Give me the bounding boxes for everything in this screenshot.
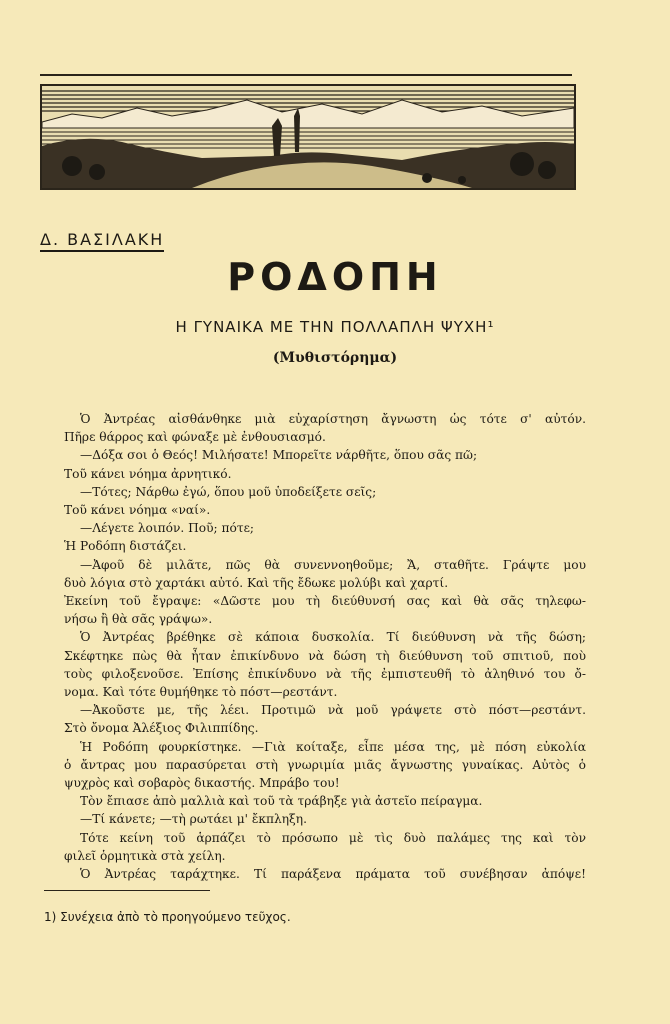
text-line: —Λέγετε λοιπόν. Ποῦ; πότε; bbox=[80, 521, 255, 536]
text-line: νομα. Καὶ τότε θυμήθηκε τὸ πόστ—ρεστάντ. bbox=[64, 685, 338, 700]
text-line: Τότε κείνη τοῦ ἁρπάζει τὸ πρόσωπο μὲ τὶς δυὸ παλάμες της καὶ τὸν bbox=[80, 830, 586, 845]
author-name: Δ. ΒΑΣΙΛΑΚΗ bbox=[40, 230, 164, 252]
footnote-divider bbox=[44, 890, 210, 891]
text-line: Στὸ ὄνομα Ἀλέξιος Φιλιππίδης. bbox=[64, 721, 259, 736]
text-line: —Τότες; Νάρθω ἐγώ, ὅπου μοῦ ὑποδείξετε σεῖς; bbox=[80, 484, 377, 499]
text-line: Πῆρε θάρρος καὶ φώναξε μὲ ἐνθουσιασμό. bbox=[64, 430, 326, 445]
text-line: —Ἀφοῦ δὲ μιλᾶτε, πῶς θὰ συνεννοηθοῦμε; Ἄ, σταθῆτε. Γράψτε μου bbox=[80, 557, 586, 572]
text-line: Ἡ Ροδόπη φουρκίστηκε. —Γιὰ κοίταξε, εἶπε μέσα της, μὲ πόση εὐκολία bbox=[80, 739, 586, 754]
text-line: —Δόξα σοι ὁ Θεός! Μιλήσατε! Μπορεῖτε νάρθῆτε, ὅπου σᾶς πῶ; bbox=[80, 448, 478, 463]
text-line: τοὺς φιλοξενοῦσε. Ἐπίσης ἐπικίνδυνο νὰ τῆς ἐμπιστευθῆ τὸ ἀληθινό του ὄ- bbox=[64, 666, 586, 681]
text-line: ὁ ἄντρας μου παρασύρεται στὴ γνωριμία μιᾶς ἄγνωστης γυναίκας. Αὐτὸς ὁ bbox=[64, 757, 586, 772]
text-line: Ἐκείνη τοῦ ἔγραψε: «Δῶστε μου τὴ διεύθυνσή σας καὶ θὰ σᾶς τηλεφω- bbox=[64, 594, 586, 609]
header-rule bbox=[40, 74, 572, 76]
footnote: 1) Συνέχεια ἀπὸ τὸ προηγούμενο τεῦχος. bbox=[44, 910, 291, 924]
text-line: Τοῦ κάνει νόημα «ναί». bbox=[64, 503, 211, 518]
text-line: Σκέφτηκε πὼς θὰ ἦταν ἐπικίνδυνο νὰ δώση τὴ διεύθυνση τοῦ σπιτιοῦ, ποὺ bbox=[64, 648, 586, 663]
article-subtitle: Η ΓΥΝΑΙΚΑ ΜΕ ΤΗΝ ΠΟΛΛΑΠΛΗ ΨΥΧΗ¹ bbox=[175, 318, 495, 336]
text-line: Ὁ Ἀντρέας αἰσθάνθηκε μιὰ εὐχαρίστηση ἄγνωστη ὡς τότε σ' αὐτόν. bbox=[80, 412, 586, 426]
text-line: Ὁ Ἀντρέας βρέθηκε σὲ κάποια δυσκολία. Τί διεύθυνση νὰ τῆς δώση; bbox=[80, 630, 586, 645]
text-line: Τὸν ἔπιασε ἀπὸ μαλλιὰ καὶ τοῦ τὰ τράβηξε γιὰ ἀστεῖο πείραγμα. bbox=[80, 794, 483, 809]
article-body bbox=[64, 410, 586, 883]
text-line: —Ἀκοῦστε με, τῆς λέει. Προτιμῶ νὰ μοῦ γράψετε στὸ πόστ—ρεστάντ. bbox=[80, 703, 586, 718]
text-line: δυὸ λόγια στὸ χαρτάκι αὐτό. Καὶ τῆς ἔδωκε μολύβι καὶ χαρτί. bbox=[64, 575, 449, 590]
text-line: φιλεῖ ὁρμητικὰ στὰ χείλη. bbox=[64, 848, 226, 863]
text-line: Ἡ Ροδόπη διστάζει. bbox=[64, 539, 187, 554]
text-line: Τοῦ κάνει νόημα ἀρνητικό. bbox=[64, 466, 232, 481]
landscape-illustration bbox=[42, 86, 574, 188]
landscape-vignette bbox=[40, 84, 576, 190]
text-line: νήσω ἢ θὰ σᾶς γράψω». bbox=[64, 612, 213, 627]
genre-label: (Μυθιστόρημα) bbox=[272, 350, 398, 366]
text-line: ψυχρὸς καὶ σοβαρὸς δικαστής. Μπράβο του! bbox=[64, 776, 340, 791]
text-line: Ὁ Ἀντρέας ταράχτηκε. Τί παράξενα πράματα τοῦ συνέβησαν ἀπόψε! bbox=[80, 867, 586, 882]
article-title: ΡΟΔΟΠΗ bbox=[227, 255, 443, 299]
text-line: —Τί κάνετε; —τὴ ρωτάει μ' ἔκπληξη. bbox=[80, 812, 307, 827]
